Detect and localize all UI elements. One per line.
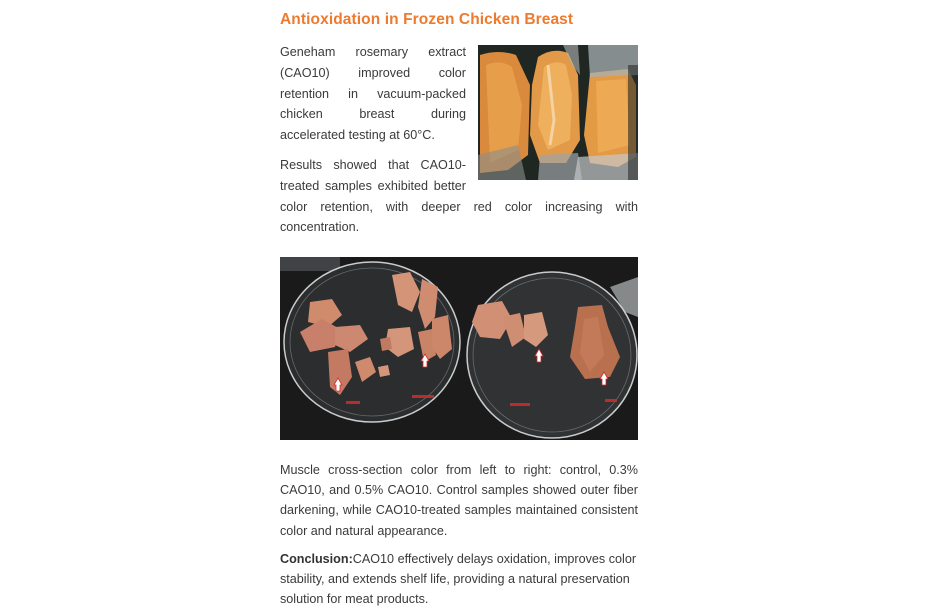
conclusion-label: Conclusion:: [280, 552, 353, 566]
intro-paragraph-1: Geneham rosemary extract (CAO10) improved color retention in vacuum-packed chicken breast during accelerated testing at 60°C.: [280, 45, 466, 143]
petri-dishes-illustration: [280, 257, 638, 440]
conclusion: [280, 549, 638, 610]
vacuum-bags-illustration: [478, 45, 638, 180]
conclusion-text: CAO10 effectively delays oxidation, improves color stability, and extends shelf life, providing a natural preservation solution for meat products.: [280, 552, 637, 607]
article-title: Antioxidation in Frozen Chicken Breast: [280, 11, 574, 28]
petri-dish-samples-photo: [280, 257, 638, 440]
photo-caption: Muscle cross-section color from left to right: control, 0.3% CAO10, and 0.5% CAO10. Control samples showed outer fiber darkening, while CAO10-treated samples maintained consistent color and natural appearance.: [280, 463, 638, 538]
intro-paragraph-2: Results showed that CAO10-treated samples exhibited better color retention, with deeper red color increasing with concentration.: [280, 157, 638, 235]
vacuum-packed-chicken-photo: [478, 45, 638, 180]
intro-section: [280, 42, 638, 247]
